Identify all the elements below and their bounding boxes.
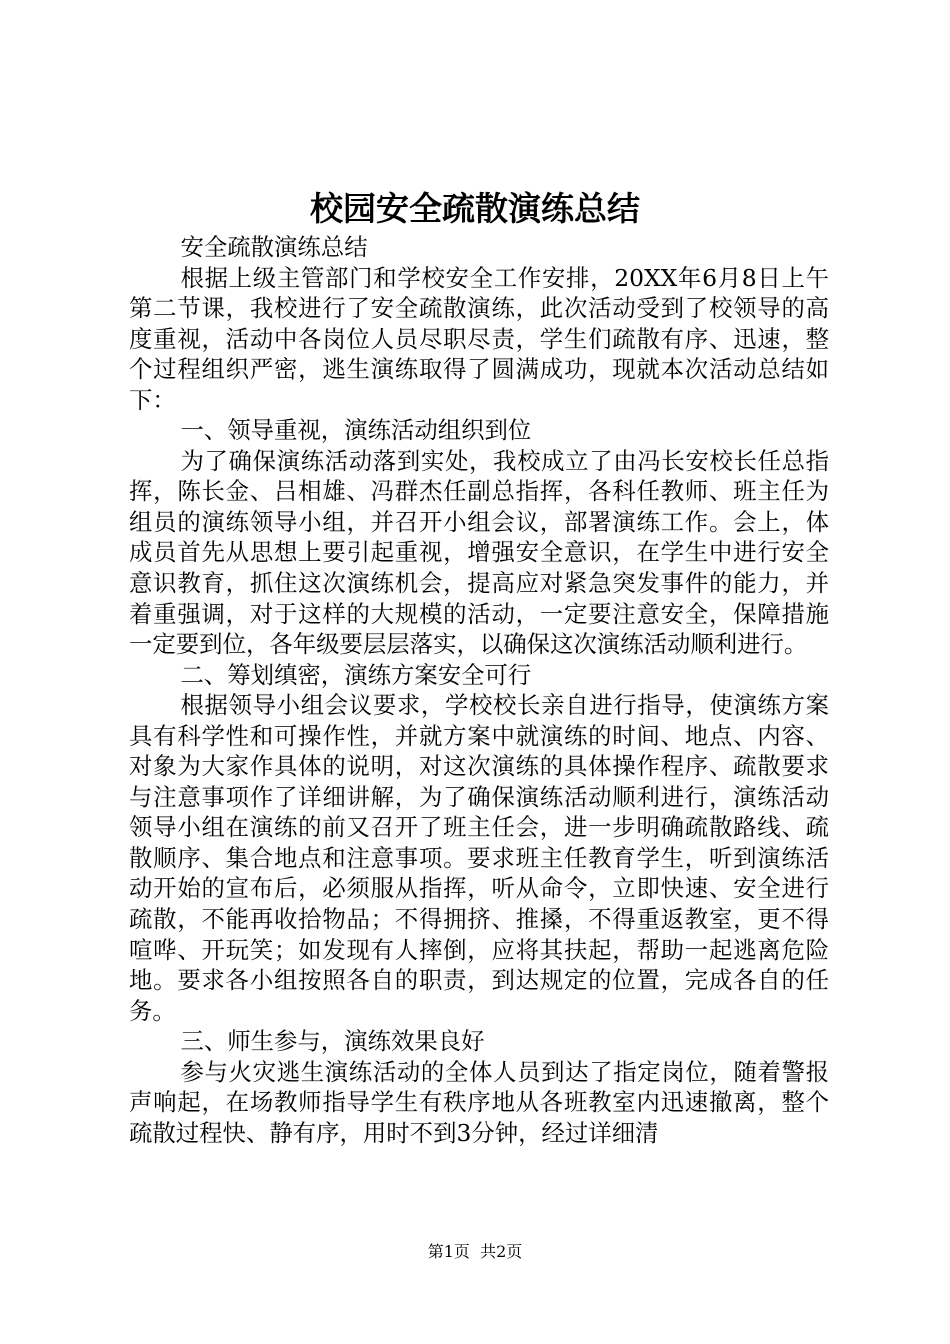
- intro-paragraph: 根据上级主管部门和学校安全工作安排，20XX年6月8日上午第二节课，我校进行了安全疏散演练，此次活动受到了校领导的高度重视，活动中各岗位人员尽职尽责，学生们疏散有序、迅速，整个过程组织严密，逃生演练取得了圆满成功，现就本次活动总结如下：: [129, 263, 829, 414]
- section-heading-3: 三、师生参与，演练效果良好: [180, 1027, 485, 1056]
- document-body: [129, 232, 829, 1148]
- footer-gap: [470, 1242, 480, 1261]
- subtitle-paragraph: 安全疏散演练总结: [180, 233, 368, 261]
- page-footer: [0, 1242, 950, 1262]
- section-3-paragraph: 参与火灾逃生演练活动的全体人员到达了指定岗位，随着警报声响起，在场教师指导学生有秩序地从各班教室内迅速撤离，整个疏散过程快、静有序，用时不到3分钟，经过详细清: [129, 1057, 829, 1147]
- section-heading-1: 一、领导重视，演练活动组织到位: [180, 416, 532, 445]
- page-number: 第1页: [427, 1242, 470, 1261]
- section-1-paragraph: 为了确保演练活动落到实处，我校成立了由冯长安校长任总指挥，陈长金、吕相雄、冯群杰任副总指挥，各科任教师、班主任为组员的演练领导小组，并召开小组会议，部署演练工作。会上，体成员首先从思想上要引起重视，增强安全意识，在学生中进行安全意识教育，抓住这次演练机会，提高应对紧急突发事件的能力，并着重强调，对于这样的大规模的活动，一定要注意安全，保障措施一定要到位，各年级要层层落实，以确保这次演练活动顺利进行。: [129, 446, 829, 659]
- section-2-paragraph: 根据领导小组会议要求，学校校长亲自进行指导，使演练方案具有科学性和可操作性，并就方案中就演练的时间、地点、内容、对象为大家作具体的说明，对这次演练的具体操作程序、疏散要求与注意事项作了详细讲解，为了确保演练活动顺利进行，演练活动领导小组在演练的前又召开了班主任会，进一步明确疏散路线、疏散顺序、集合地点和注意事项。要求班主任教育学生，听到演练活动开始的宣布后，必须服从指挥，听从命令，立即快速、安全进行疏散，不能再收拾物品；不得拥挤、推搡，不得重返教室，更不得喧哗、开玩笑；如发现有人摔倒，应将其扶起，帮助一起逃离危险地。要求各小组按照各自的职责，到达规定的位置，完成各自的任务。: [129, 691, 829, 1025]
- document-title: 校园安全疏散演练总结: [310, 189, 640, 228]
- page-total: 共2页: [480, 1242, 523, 1261]
- section-heading-2: 二、筹划缜密，演练方案安全可行: [180, 660, 532, 689]
